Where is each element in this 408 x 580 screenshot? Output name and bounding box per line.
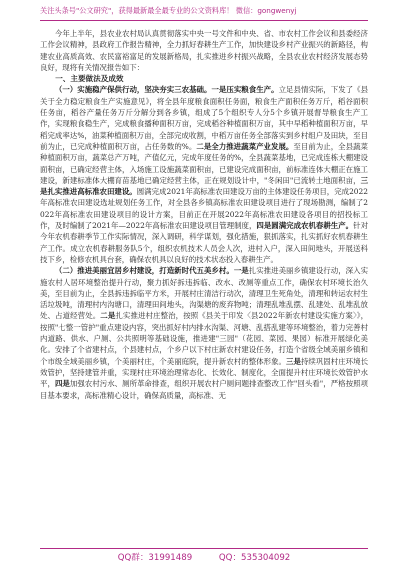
header-promo: 关注头条号"公文研究"，获得最新最全最专业的公文资料库！ 微信：gongwenyj	[40, 6, 297, 15]
item1-lead4: 四是圆满完成农机春耕生产。	[256, 221, 354, 231]
item2-text4: 加强农村污水、厕所革命排查，组织开展农村户厕问题排查整改工作"回头看"，严格按照项目基本要求，高标准精心设计，确保高质量，高标准、无	[40, 379, 368, 400]
item2-text1: 扎实推进美丽乡镇建设行动，深入实施农村人居环境整治提升行动，聚力抓好拆违拆临、改水、改厕等重点工作，确保农村环境长治久美，至目前为止，全县拆违拆临平方米，开展村庄清洁行动次，清理卫生死角处，清理和转运农村生活垃圾吨，清理村内沟塘口，清理田间地头，沟渠塘的废弃物吨；清理乱堆乱摆、乱建处、乱堆乱放处、占道经营处。	[40, 266, 368, 321]
item2-lead2: 二是	[100, 311, 116, 321]
item1-text2: 至目前为止，全县蔬菜种植面积万亩，蔬菜总产万吨，产值亿元，完成年度任务的%，全县蔬菜基地，已完成连栋大棚建设面积亩，已确定经营主体，入场施工设施蔬菜面积亩，已建设完成面积亩，前标准连体大棚正在施工建设，新建标准体大棚育苗基地已确定经营主体，正在规划设计中，"冬闲田"已流转土地面积亩，	[40, 141, 368, 185]
item1-lead3: 三是扎实推进高标准农田建设。	[40, 175, 368, 197]
item2-text3: 持续巩固村庄环境长效管护，坚持建管并重，实现村庄环境治理常态化、长效化、制度化，全面提升村庄环境长效管护水平，	[40, 356, 368, 389]
item2-lead4: 四是	[54, 379, 70, 389]
item2-text2: 扎实推进村庄整治，按照《县关于印发〈县2022年新农村建设实施方案〉》，按照"七整一管护"重点建设内容，突出抓好村内排水沟渠、河塘、乱搭乱建等环境整治，着力完善村内道路、供水、户厕、公共照明等基础设施，推进建"三园"（花园、菜园、果园）标准开展绿化美化。安排了个省建村点，个县建村点，个乡户以下村庄新农村建设任务，打造个省级全域美丽乡镇和个市级全域美丽乡镇，个美丽村庄，个美丽庭院，提升新农村的整体形象。	[40, 311, 368, 366]
header-divider	[40, 20, 368, 21]
footer-divider	[40, 548, 368, 549]
footer-qq: QQ：535304092	[218, 553, 291, 563]
footer-contact	[40, 551, 368, 563]
item1-paragraph	[40, 84, 368, 265]
footer-qq-group: QQ群：31991489	[117, 553, 193, 563]
document-body	[40, 28, 368, 543]
item2-label: （二）推进美丽宜居乡村建设，打造新时代五美乡村。	[54, 266, 234, 276]
item2-paragraph	[40, 265, 368, 401]
intro-paragraph: 今年上半年，县农业农村局认真贯彻落实中央一号文件和中央、省、市农村工作会议和县委经济工作会议精神，县政府工作报告精神，全力抓好春耕生产工作，加快建设乡村产业振兴的新路径，构建农业高质高效、农民富裕富足的发展新格局，扎实推进乡村振兴战略，全县农业农村经济发展态势良好，现将有关情况报告如下：	[40, 29, 368, 72]
section-heading: 一、主要做法及成效	[55, 74, 124, 84]
item1-label: （一）实施稳产保供行动，坚决夯实三农基础。	[54, 85, 212, 95]
item2-lead1: 一是	[233, 266, 249, 276]
item1-lead1: 一是压实粮食生产。	[211, 85, 279, 95]
item1-lead2: 二是全力推进蔬菜产业发展。	[196, 141, 294, 151]
item1-text3: 圆满完成2021年高标准农田建设万亩的主体建设任务项目，完成2022年高标准农田建设选址规划任务工作，对全县各乡镇高标准农田建设项目进行了现场勘测，编制了2022年高标准农田建设项目的设计方案，目前正在开展2022年高标准农田建设各项目的招投标工作，及时编制了2021年—2022年高标准农田建设项目管理制度，	[40, 187, 368, 231]
item2-lead3: 三是	[286, 356, 301, 366]
item1-text1: 立足县情实际，下发了《县关于全力稳定粮食生产实施意见》，将全县年度粮食面积任务面，粮食生产面积任务万斤，稻谷面积任务亩，稻谷产量任务万斤分解分到各乡镇，组成了5个组织专人分5个乡镇开展督导粮食生产工作，实现粮食稳生产，完成粮食播种面积万亩，完成稻谷种植面积万亩，其中早稻种植面积万亩，早稻完成率达%，油菜种植面积万亩，全部完成收割，中稻万亩任务全部落实到乡村组户及田块，至目前为止，已完成种植面积万亩，占任务数的%。	[40, 85, 368, 151]
item1-text4: 针对今年农机春耕季节工作实际情况，深入调研，科学谋划，强化措施，狠抓落实，扎实抓好农机春耕生产工作。成立农机春耕服务队5个，组织农机技术人员会人次，进村入户，深入田间地头，开展送科技下乡，检修农机具台套，确保农机具以良好的技术状态投入春耕生产。	[40, 221, 368, 264]
